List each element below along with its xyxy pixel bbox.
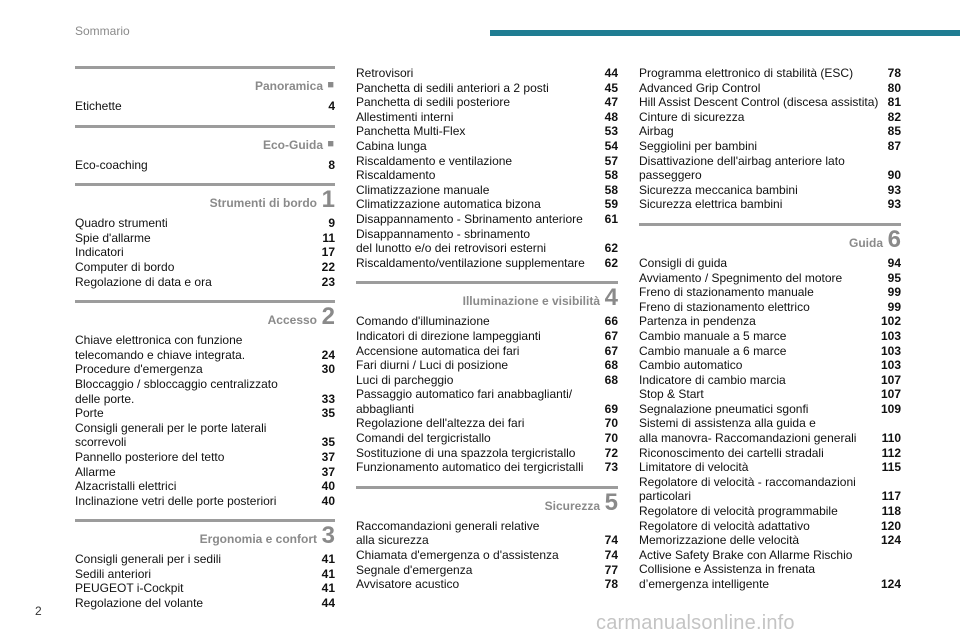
- toc-entry[interactable]: [356, 358, 618, 373]
- toc-entry[interactable]: [356, 577, 618, 592]
- toc-entry[interactable]: [356, 81, 618, 96]
- toc-section: [639, 66, 901, 212]
- toc-entry[interactable]: [639, 66, 901, 81]
- toc-entry-page: 80: [887, 80, 901, 95]
- toc-entry-title: PEUGEOT i-Cockpit: [75, 581, 184, 596]
- toc-entry-title: Allarme: [75, 464, 116, 479]
- section-header: [75, 66, 335, 99]
- toc-entry-page: 107: [880, 372, 901, 387]
- toc-entry-page: 68: [604, 372, 618, 387]
- toc-entry-title: Cambio manuale a 5 marce: [639, 328, 787, 343]
- toc-entry[interactable]: [75, 216, 335, 231]
- toc-entry[interactable]: [356, 124, 618, 139]
- toc-entry-page: 94: [887, 255, 901, 270]
- toc-entry-page: 93: [887, 197, 901, 212]
- toc-entry[interactable]: [75, 231, 335, 246]
- toc-entry-page: 77: [604, 562, 618, 577]
- toc-entry-title: Consigli di guida: [639, 255, 728, 270]
- toc-entry-page: 70: [604, 416, 618, 431]
- toc-entry[interactable]: [639, 95, 901, 110]
- toc-entry[interactable]: [75, 596, 335, 611]
- toc-entry[interactable]: [639, 314, 901, 329]
- toc-entry-page: 44: [604, 66, 618, 80]
- section-header: [356, 281, 618, 314]
- toc-entry-title: Cambio manuale a 6 marce: [639, 343, 787, 358]
- toc-section: [356, 281, 618, 475]
- toc-entry[interactable]: [75, 567, 335, 582]
- page-number: 2: [35, 604, 42, 618]
- section-spacer: [639, 212, 901, 223]
- toc-entry[interactable]: [356, 344, 618, 359]
- section-number: 4: [604, 284, 618, 312]
- section-square-marker: ■: [327, 137, 334, 150]
- toc-entry-page: 95: [887, 270, 901, 285]
- toc-entry-title: Disattivazione dell'airbag anteriore lato passeggero: [639, 153, 845, 183]
- toc-entry-title: Sistemi di assistenza alla guida e alla manovra- Raccomandazioni generali: [639, 416, 857, 446]
- toc-entry-page: 74: [604, 548, 618, 563]
- toc-entry[interactable]: [75, 479, 335, 494]
- header-accent-bar: [490, 30, 960, 36]
- toc-entry-title: Bloccaggio / sbloccaggio centralizzato delle porte.: [75, 376, 278, 406]
- toc-entry[interactable]: [639, 139, 901, 154]
- toc-entry-page: 115: [881, 460, 901, 475]
- toc-entry-title: Panchetta Multi-Flex: [356, 124, 466, 139]
- toc-entry-title: Riscaldamento/ventilazione supplementare: [356, 255, 585, 270]
- toc-entry-page: 58: [604, 182, 618, 197]
- toc-entry[interactable]: [639, 329, 901, 344]
- section-header: [639, 223, 901, 256]
- toc-entry-title: Computer di bordo: [75, 259, 175, 274]
- toc-entry-page: 22: [321, 259, 335, 274]
- toc-entry[interactable]: [75, 494, 335, 509]
- toc-entry-page: 72: [604, 445, 618, 460]
- section-spacer: [356, 270, 618, 281]
- toc-entry[interactable]: [639, 387, 901, 402]
- toc-entry-page: 109: [880, 401, 901, 416]
- toc-entry-title: Cabina lunga: [356, 138, 427, 153]
- toc-entry-title: Memorizzazione delle velocità: [639, 533, 800, 548]
- toc-entry-title: Comando d'illuminazione: [356, 314, 490, 329]
- toc-entry-page: 54: [604, 138, 618, 153]
- toc-entry[interactable]: [75, 552, 335, 567]
- toc-entry-page: 44: [321, 596, 335, 611]
- section-title: Strumenti di bordo: [209, 196, 317, 211]
- toc-entry-title: Quadro strumenti: [75, 216, 168, 231]
- toc-entry-page: 81: [887, 95, 901, 110]
- toc-entry-title: Regolatore di velocità - raccomandazioni particolari: [639, 474, 856, 504]
- toc-entry[interactable]: [356, 183, 618, 198]
- toc-entry[interactable]: [75, 333, 335, 362]
- section-spacer: [75, 172, 335, 183]
- toc-entry-title: Seggiolini per bambini: [639, 138, 758, 153]
- toc-entry[interactable]: [356, 256, 618, 271]
- toc-entry[interactable]: [356, 431, 618, 446]
- toc-entry-page: 33: [321, 391, 335, 406]
- section-spacer: [356, 475, 618, 486]
- toc-entry-title: Cambio automatico: [639, 358, 743, 373]
- toc-entry[interactable]: [639, 402, 901, 417]
- toc-entry-title: Passaggio automatico fari anabbaglianti/ abbaglianti: [356, 387, 573, 416]
- toc-entry-page: 78: [604, 577, 618, 592]
- toc-entry[interactable]: [75, 465, 335, 480]
- toc-entry-page: 118: [881, 504, 901, 519]
- section-spacer: [75, 289, 335, 300]
- toc-entry-page: 45: [604, 80, 618, 95]
- toc-entry-title: Allestimenti interni: [356, 109, 454, 124]
- toc-entry[interactable]: [356, 168, 618, 183]
- toc-entry[interactable]: [356, 460, 618, 475]
- toc-entry-title: Riscaldamento: [356, 168, 436, 183]
- toc-entry-title: Segnale d'emergenza: [356, 562, 473, 577]
- toc-entry-title: Accensione automatica dei fari: [356, 343, 520, 358]
- section-spacer: [75, 114, 335, 125]
- toc-entry[interactable]: [75, 99, 335, 114]
- toc-entry-title: Funzionamento automatico dei tergicristalli: [356, 460, 584, 475]
- toc-entry-page: 69: [604, 401, 618, 416]
- toc-entry-title: Active Safety Brake con Allarme Rischio Collisione e Assistenza in frenata d’emergenza intelligente: [639, 547, 853, 591]
- toc-entry-title: Luci di parcheggio: [356, 372, 454, 387]
- toc-entry-page: 93: [887, 182, 901, 197]
- toc-entry-page: 58: [604, 168, 618, 183]
- section-title: Panoramica: [254, 79, 323, 93]
- toc-entry-title: Inclinazione vetri delle porte posteriori: [75, 493, 277, 508]
- toc-entry-title: Retrovisori: [356, 66, 414, 80]
- toc-entry-title: Disappannamento - sbrinamento del lunotto e/o dei retrovisori esterni: [356, 226, 547, 256]
- toc-entry[interactable]: [75, 362, 335, 377]
- toc-column-1: [75, 66, 335, 611]
- toc-entry[interactable]: [639, 344, 901, 359]
- toc-entry[interactable]: [75, 158, 335, 173]
- toc-entry-title: Partenza in pendenza: [639, 314, 756, 329]
- section-spacer: [75, 508, 335, 519]
- toc-entry[interactable]: [639, 533, 901, 548]
- toc-entry-title: Climatizzazione manuale: [356, 182, 490, 197]
- toc-entry-page: 67: [604, 343, 618, 358]
- section-square-marker: ■: [327, 79, 334, 91]
- toc-entry-title: Hill Assist Descent Control (discesa assistita): [639, 95, 879, 110]
- section-number: 3: [321, 522, 335, 550]
- toc-entry[interactable]: [356, 314, 618, 329]
- toc-entry[interactable]: [356, 329, 618, 344]
- toc-section: [75, 300, 335, 508]
- toc-entry-page: 110: [881, 431, 901, 446]
- section-header: [75, 519, 335, 552]
- toc-entry-page: 41: [321, 566, 335, 581]
- toc-entry-page: 37: [321, 464, 335, 479]
- toc-entry-page: 17: [321, 245, 335, 260]
- toc-entry[interactable]: [639, 124, 901, 139]
- toc-section: [75, 183, 335, 289]
- toc-section: [75, 66, 335, 114]
- section-number: 1: [321, 186, 335, 214]
- toc-entry-title: Programma elettronico di stabilità (ESC): [639, 66, 854, 80]
- toc-entry-page: 67: [604, 328, 618, 343]
- toc-entry-page: 87: [887, 138, 901, 153]
- toc-entry-title: Consigli generali per i sedili: [75, 552, 222, 567]
- section-header: [356, 486, 618, 519]
- toc-entry[interactable]: [639, 446, 901, 461]
- toc-entry[interactable]: [356, 95, 618, 110]
- toc-entry-page: 82: [887, 109, 901, 124]
- toc-entry-page: 57: [604, 153, 618, 168]
- toc-entry-title: Etichette: [75, 99, 122, 113]
- toc-entry-page: 102: [880, 314, 901, 329]
- toc-entry-page: 68: [604, 358, 618, 373]
- toc-entry-title: Panchetta di sedili posteriore: [356, 95, 511, 110]
- toc-entry-page: 103: [880, 343, 901, 358]
- toc-entry-title: Raccomandazioni generali relative alla sicurezza: [356, 518, 540, 548]
- toc-entry-page: 8: [328, 157, 335, 172]
- toc-entry-title: Climatizzazione automatica bizona: [356, 197, 541, 212]
- toc-entry-page: 47: [604, 95, 618, 110]
- toc-entry-page: 73: [604, 460, 618, 475]
- toc-entry[interactable]: [356, 154, 618, 169]
- toc-entry[interactable]: [356, 563, 618, 578]
- section-title: Ergonomia e confort: [199, 532, 317, 547]
- toc-entry-title: Limitatore di velocità: [639, 460, 749, 475]
- toc-entry[interactable]: [75, 245, 335, 260]
- toc-entry[interactable]: [356, 373, 618, 388]
- section-title: Accesso: [267, 313, 317, 328]
- toc-entry-page: 66: [604, 314, 618, 329]
- toc-entry-page: 107: [880, 387, 901, 402]
- toc-entry[interactable]: [639, 519, 901, 534]
- toc-entry[interactable]: [639, 154, 901, 183]
- toc-entry-page: 90: [887, 168, 901, 183]
- toc-entry[interactable]: [639, 285, 901, 300]
- toc-entry[interactable]: [639, 548, 901, 592]
- toc-entry-title: Chiamata d'emergenza o d'assistenza: [356, 548, 559, 563]
- toc-entry-title: Riscaldamento e ventilazione: [356, 153, 513, 168]
- toc-entry[interactable]: [356, 387, 618, 416]
- toc-entry[interactable]: [639, 300, 901, 315]
- toc-entry-page: 35: [321, 406, 335, 421]
- toc-entry-title: Regolazione di data e ora: [75, 274, 212, 289]
- section-header: [75, 125, 335, 158]
- toc-entry-page: 70: [604, 431, 618, 446]
- toc-entry-title: Consigli generali per le porte laterali scorrevoli: [75, 420, 267, 450]
- toc-section: [75, 125, 335, 173]
- toc-entry[interactable]: [639, 197, 901, 212]
- toc-entry-page: 112: [881, 445, 901, 460]
- toc-entry[interactable]: [356, 139, 618, 154]
- toc-entry-page: 40: [321, 479, 335, 494]
- toc-entry-title: Spie d'allarme: [75, 230, 151, 245]
- toc-entry-page: 103: [880, 328, 901, 343]
- toc-entry-page: 40: [321, 493, 335, 508]
- toc-entry-page: 11: [322, 230, 335, 245]
- toc-entry-page: 62: [604, 241, 618, 256]
- toc-entry-page: 85: [887, 124, 901, 139]
- toc-entry-title: Eco-coaching: [75, 157, 148, 172]
- toc-entry-title: Sicurezza meccanica bambini: [639, 182, 798, 197]
- toc-entry-page: 24: [321, 347, 335, 362]
- toc-entry-title: Comandi del tergicristallo: [356, 431, 491, 446]
- toc-entry[interactable]: [356, 66, 618, 81]
- toc-entry[interactable]: [639, 504, 901, 519]
- toc-entry-page: 35: [321, 435, 335, 450]
- toc-entry-page: 103: [880, 358, 901, 373]
- toc-entry[interactable]: [639, 358, 901, 373]
- toc-entry-title: Stop & Start: [639, 387, 704, 402]
- toc-entry[interactable]: [639, 271, 901, 286]
- toc-entry-title: Indicatore di cambio marcia: [639, 372, 786, 387]
- toc-entry-page: 48: [604, 109, 618, 124]
- toc-entry[interactable]: [75, 421, 335, 450]
- toc-entry[interactable]: [356, 519, 618, 548]
- toc-column-2: [356, 66, 618, 592]
- toc-entry-title: Panchetta di sedili anteriori a 2 posti: [356, 80, 549, 95]
- toc-entry-title: Avvisatore acustico: [356, 577, 460, 592]
- section-title: Guida: [848, 235, 883, 250]
- section-number: 6: [887, 225, 901, 253]
- toc-entry-page: 99: [887, 299, 901, 314]
- toc-entry-title: Regolatore di velocità programmabile: [639, 504, 838, 519]
- toc-section: [356, 66, 618, 270]
- toc-entry-title: Freno di stazionamento elettrico: [639, 299, 810, 314]
- section-header: [75, 300, 335, 333]
- toc-entry-page: 4: [328, 99, 335, 113]
- toc-entry[interactable]: [639, 373, 901, 388]
- section-title: Sicurezza: [544, 498, 600, 513]
- toc-entry[interactable]: [356, 197, 618, 212]
- toc-entry-page: 53: [604, 124, 618, 139]
- section-title: Illuminazione e visibilità: [462, 294, 600, 309]
- toc-section: [356, 486, 618, 592]
- toc-entry[interactable]: [356, 110, 618, 125]
- toc-entry-page: 120: [880, 518, 901, 533]
- toc-entry-title: Advanced Grip Control: [639, 80, 761, 95]
- toc-entry-title: Sicurezza elettrica bambini: [639, 197, 783, 212]
- toc-entry-page: 23: [321, 274, 335, 289]
- toc-entry[interactable]: [75, 450, 335, 465]
- toc-entry-title: Alzacristalli elettrici: [75, 479, 177, 494]
- toc-entry[interactable]: [639, 416, 901, 445]
- toc-entry-title: Indicatori: [75, 245, 124, 260]
- toc-entry[interactable]: [356, 446, 618, 461]
- toc-entry-title: Airbag: [639, 124, 674, 139]
- toc-entry-title: Riconoscimento dei cartelli stradali: [639, 445, 824, 460]
- toc-entry-page: 41: [321, 581, 335, 596]
- toc-entry[interactable]: [75, 406, 335, 421]
- toc-entry-title: Indicatori di direzione lampeggianti: [356, 328, 541, 343]
- toc-entry-title: Porte: [75, 406, 104, 421]
- toc-entry[interactable]: [75, 377, 335, 406]
- toc-entry-title: Chiave elettronica con funzione telecomando e chiave integrata.: [75, 333, 246, 362]
- toc-entry-title: Procedure d'emergenza: [75, 362, 203, 377]
- section-header: [75, 183, 335, 216]
- toc-entry-page: 62: [604, 255, 618, 270]
- toc-entry-page: 74: [604, 533, 618, 548]
- toc-entry-page: 124: [880, 577, 901, 591]
- toc-entry-page: 117: [881, 489, 901, 504]
- toc-entry-page: 78: [887, 66, 901, 80]
- toc-entry[interactable]: [356, 416, 618, 431]
- toc-entry-title: Avviamento / Spegnimento del motore: [639, 270, 843, 285]
- toc-entry[interactable]: [75, 260, 335, 275]
- toc-section: [639, 223, 901, 592]
- toc-entry-title: Pannello posteriore del tetto: [75, 449, 225, 464]
- toc-entry[interactable]: [639, 460, 901, 475]
- toc-entry[interactable]: [639, 110, 901, 125]
- toc-entry-title: Regolatore di velocità adattativo: [639, 518, 810, 533]
- toc-entry-title: Segnalazione pneumatici sgonfi: [639, 401, 809, 416]
- toc-entry-title: Sostituzione di una spazzola tergicristallo: [356, 445, 576, 460]
- toc-entry[interactable]: [356, 227, 618, 256]
- toc-entry-page: 59: [604, 197, 618, 212]
- toc-column-3: [639, 66, 901, 592]
- section-number: 5: [604, 488, 618, 516]
- toc-entry-title: Regolazione del volante: [75, 596, 204, 611]
- toc-entry[interactable]: [75, 581, 335, 596]
- toc-entry[interactable]: [356, 212, 618, 227]
- toc-entry-page: 30: [321, 362, 335, 377]
- toc-entry-title: Regolazione dell'altezza dei fari: [356, 416, 525, 431]
- toc-entry-page: 124: [880, 533, 901, 548]
- toc-entry[interactable]: [639, 256, 901, 271]
- toc-entry-page: 61: [604, 211, 618, 226]
- toc-entry-title: Sedili anteriori: [75, 566, 152, 581]
- toc-entry-page: 41: [321, 552, 335, 567]
- toc-entry-title: Fari diurni / Luci di posizione: [356, 358, 509, 373]
- toc-entry-title: Freno di stazionamento manuale: [639, 285, 814, 300]
- toc-entry[interactable]: [639, 81, 901, 96]
- toc-entry[interactable]: [356, 548, 618, 563]
- toc-entry[interactable]: [639, 475, 901, 504]
- toc-entry[interactable]: [639, 183, 901, 198]
- toc-entry-page: 37: [321, 449, 335, 464]
- watermark: carmanualsonline.info: [596, 612, 795, 634]
- page-header-title: Sommario: [75, 24, 130, 38]
- toc-section: [75, 519, 335, 610]
- toc-entry-title: Cinture di sicurezza: [639, 109, 745, 124]
- toc-entry-title: Disappannamento - Sbrinamento anteriore: [356, 211, 583, 226]
- toc-entry[interactable]: [75, 275, 335, 290]
- toc-entry-page: 9: [328, 216, 335, 231]
- section-title: Eco-Guida: [262, 137, 323, 152]
- toc-entry-page: 99: [887, 285, 901, 300]
- section-number: 2: [321, 303, 335, 331]
